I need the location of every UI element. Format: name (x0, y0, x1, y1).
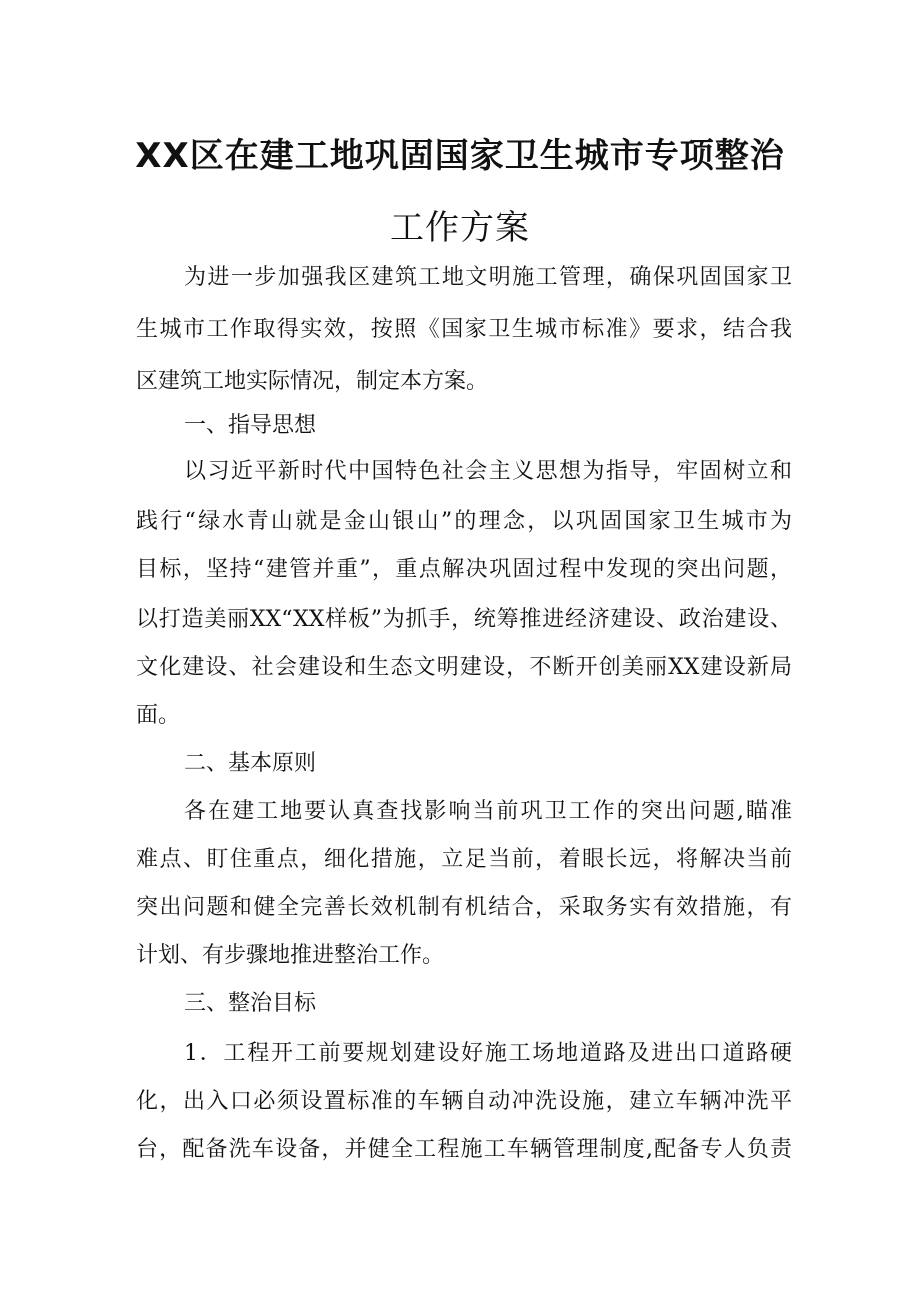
section-heading-rectification-goals: 三、整治目标 (184, 991, 317, 1016)
paragraph-line: 以习近平新时代中国特色社会主义思想为指导，牢固树立和 (184, 459, 792, 484)
paragraph-line: 践行“绿水青山就是金山银山”的理念，以巩固国家卫生城市为 (136, 509, 792, 534)
paragraph-line: 以打造美丽XX“XX样板”为抓手，统筹推进经济建设、政治建设、 (136, 607, 792, 632)
section-heading-basic-principles: 二、基本原则 (184, 751, 317, 776)
document-title-line2: 工作方案 (390, 208, 530, 248)
paragraph-line: 1．工程开工前要规划建设好施工场地道路及进出口道路硬 (184, 1041, 792, 1066)
intro-line: 生城市工作取得实效，按照《国家卫生城市标准》要求，结合我 (136, 317, 792, 342)
paragraph-line: 计划、有步骤地推进整治工作。 (136, 943, 445, 968)
paragraph-line: 难点、盯住重点，细化措施，立足当前，着眼长远，将解决当前 (136, 847, 792, 872)
document-title-line1: XX区在建工地巩固国家卫生城市专项整治 (135, 136, 785, 176)
paragraph-line: 各在建工地要认真查找影响当前巩卫工作的突出问题,瞄准 (184, 799, 792, 824)
paragraph-line: 突出问题和健全完善长效机制有机结合，采取务实有效措施，有 (136, 895, 792, 920)
paragraph-line: 目标，坚持“建管并重”，重点解决巩固过程中发现的突出问题， (136, 557, 792, 582)
intro-line: 区建筑工地实际情况，制定本方案。 (136, 369, 489, 394)
paragraph-line: 台，配备洗车设备，并健全工程施工车辆管理制度,配备专人负责 (136, 1137, 792, 1162)
section-heading-guiding-ideology: 一、指导思想 (184, 413, 317, 438)
paragraph-line: 化，出入口必须设置标准的车辆自动冲洗设施，建立车辆冲洗平 (136, 1089, 792, 1114)
paragraph-line: 文化建设、社会建设和生态文明建设，不断开创美丽XX建设新局 (136, 655, 792, 680)
paragraph-line: 面。 (136, 703, 181, 728)
intro-line: 为进一步加强我区建筑工地文明施工管理，确保巩固国家卫 (184, 265, 792, 290)
